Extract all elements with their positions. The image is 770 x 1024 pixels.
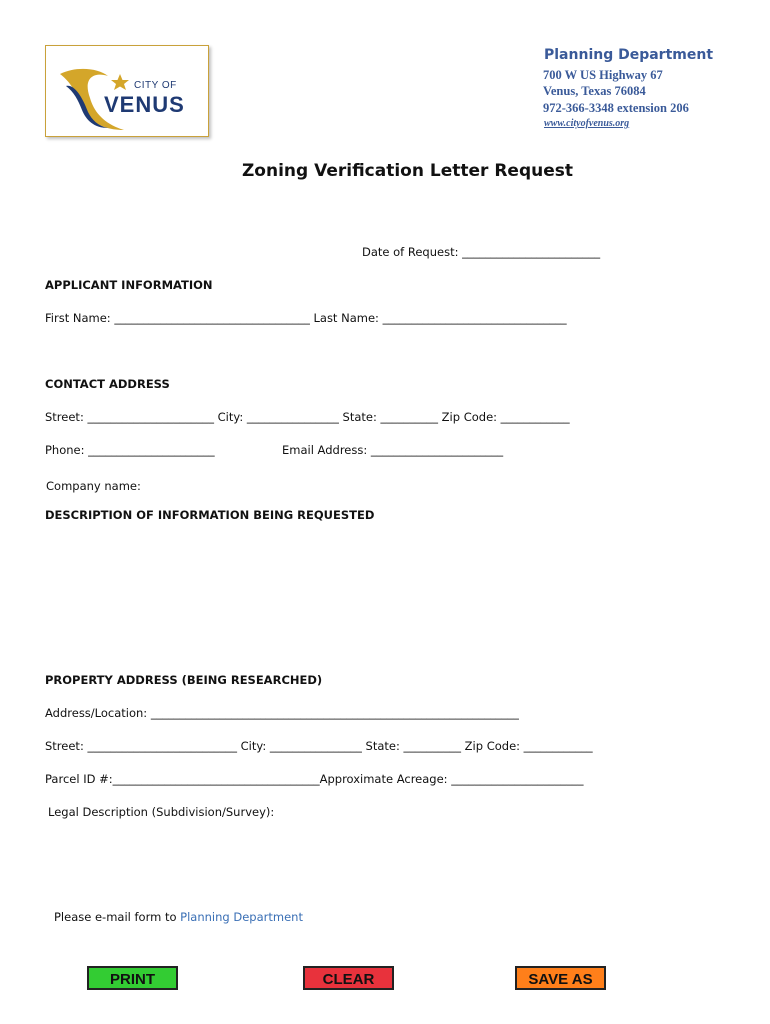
city-label: City: [217, 410, 247, 424]
street-field[interactable]: ______________________ [87, 410, 214, 424]
street-label: Street: [45, 410, 88, 424]
planning-department-link[interactable]: Planning Department [180, 910, 303, 924]
description-heading: DESCRIPTION OF INFORMATION BEING REQUESTED [45, 508, 375, 522]
form-title: Zoning Verification Letter Request [241, 161, 573, 181]
property-state-label: State: [365, 739, 404, 753]
state-field[interactable]: __________ [380, 410, 439, 424]
contact-heading: CONTACT ADDRESS [45, 377, 170, 391]
parcel-row [45, 772, 583, 786]
last-name-label: Last Name: [313, 311, 383, 325]
venus-logo-graphic [46, 46, 208, 136]
zip-field[interactable]: ____________ [500, 410, 570, 424]
parcel-label: Parcel ID #: [45, 772, 113, 786]
date-of-request-row [362, 245, 600, 259]
address-location-row [45, 706, 519, 720]
address-location-field[interactable]: ________________________________________________________________ [150, 706, 519, 720]
last-name-field[interactable]: ________________________________ [382, 311, 567, 325]
acreage-label: Approximate Acreage: [319, 772, 452, 786]
email-row [282, 443, 503, 457]
email-label: Email Address: [282, 443, 371, 457]
print-button[interactable]: PRINT [87, 966, 178, 990]
clear-button[interactable]: CLEAR [303, 966, 394, 990]
property-city-label: City: [240, 739, 270, 753]
parcel-field[interactable]: ____________________________________ [112, 772, 320, 786]
save-as-button[interactable]: SAVE AS [515, 966, 606, 990]
property-heading: PROPERTY ADDRESS (BEING RESEARCHED) [45, 673, 323, 687]
property-city-field[interactable]: ________________ [269, 739, 362, 753]
property-zip-field[interactable]: ____________ [523, 739, 593, 753]
city-logo [45, 45, 209, 137]
legal-description-label[interactable]: Legal Description (Subdivision/Survey): [48, 805, 275, 819]
phone-line: 972-366-3348 extension 206 [543, 101, 689, 115]
description-field[interactable] [45, 528, 725, 658]
address-line-1: 700 W US Highway 67 [543, 68, 663, 82]
contact-address-row [45, 410, 570, 424]
property-address-row [45, 739, 593, 753]
zip-label: Zip Code: [441, 410, 501, 424]
phone-row [45, 443, 215, 457]
city-field[interactable]: ________________ [246, 410, 339, 424]
date-field[interactable]: ________________________ [462, 245, 601, 259]
property-street-label: Street: [45, 739, 88, 753]
logo-venus-text: VENUS [104, 92, 185, 117]
address-location-label: Address/Location: [45, 706, 151, 720]
applicant-heading: APPLICANT INFORMATION [45, 278, 213, 292]
first-name-label: First Name: [45, 311, 115, 325]
email-note-text: Please e-mail form to [54, 910, 181, 924]
logo-city-of-text: CITY OF [134, 80, 177, 91]
company-name-label[interactable]: Company name: [46, 479, 141, 493]
department-name: Planning Department [544, 47, 714, 63]
email-field[interactable]: _______________________ [370, 443, 504, 457]
website-link[interactable]: www.cityofvenus.org [544, 118, 630, 129]
phone-label: Phone: [45, 443, 89, 457]
name-row [45, 311, 567, 325]
date-label: Date of Request: [362, 245, 463, 259]
phone-field[interactable]: ______________________ [88, 443, 215, 457]
property-street-field[interactable]: __________________________ [87, 739, 237, 753]
acreage-field[interactable]: _______________________ [451, 772, 584, 786]
address-line-2: Venus, Texas 76084 [543, 84, 646, 98]
email-note [54, 910, 303, 924]
first-name-field[interactable]: __________________________________ [114, 311, 310, 325]
state-label: State: [342, 410, 381, 424]
property-state-field[interactable]: __________ [403, 739, 462, 753]
property-zip-label: Zip Code: [464, 739, 524, 753]
